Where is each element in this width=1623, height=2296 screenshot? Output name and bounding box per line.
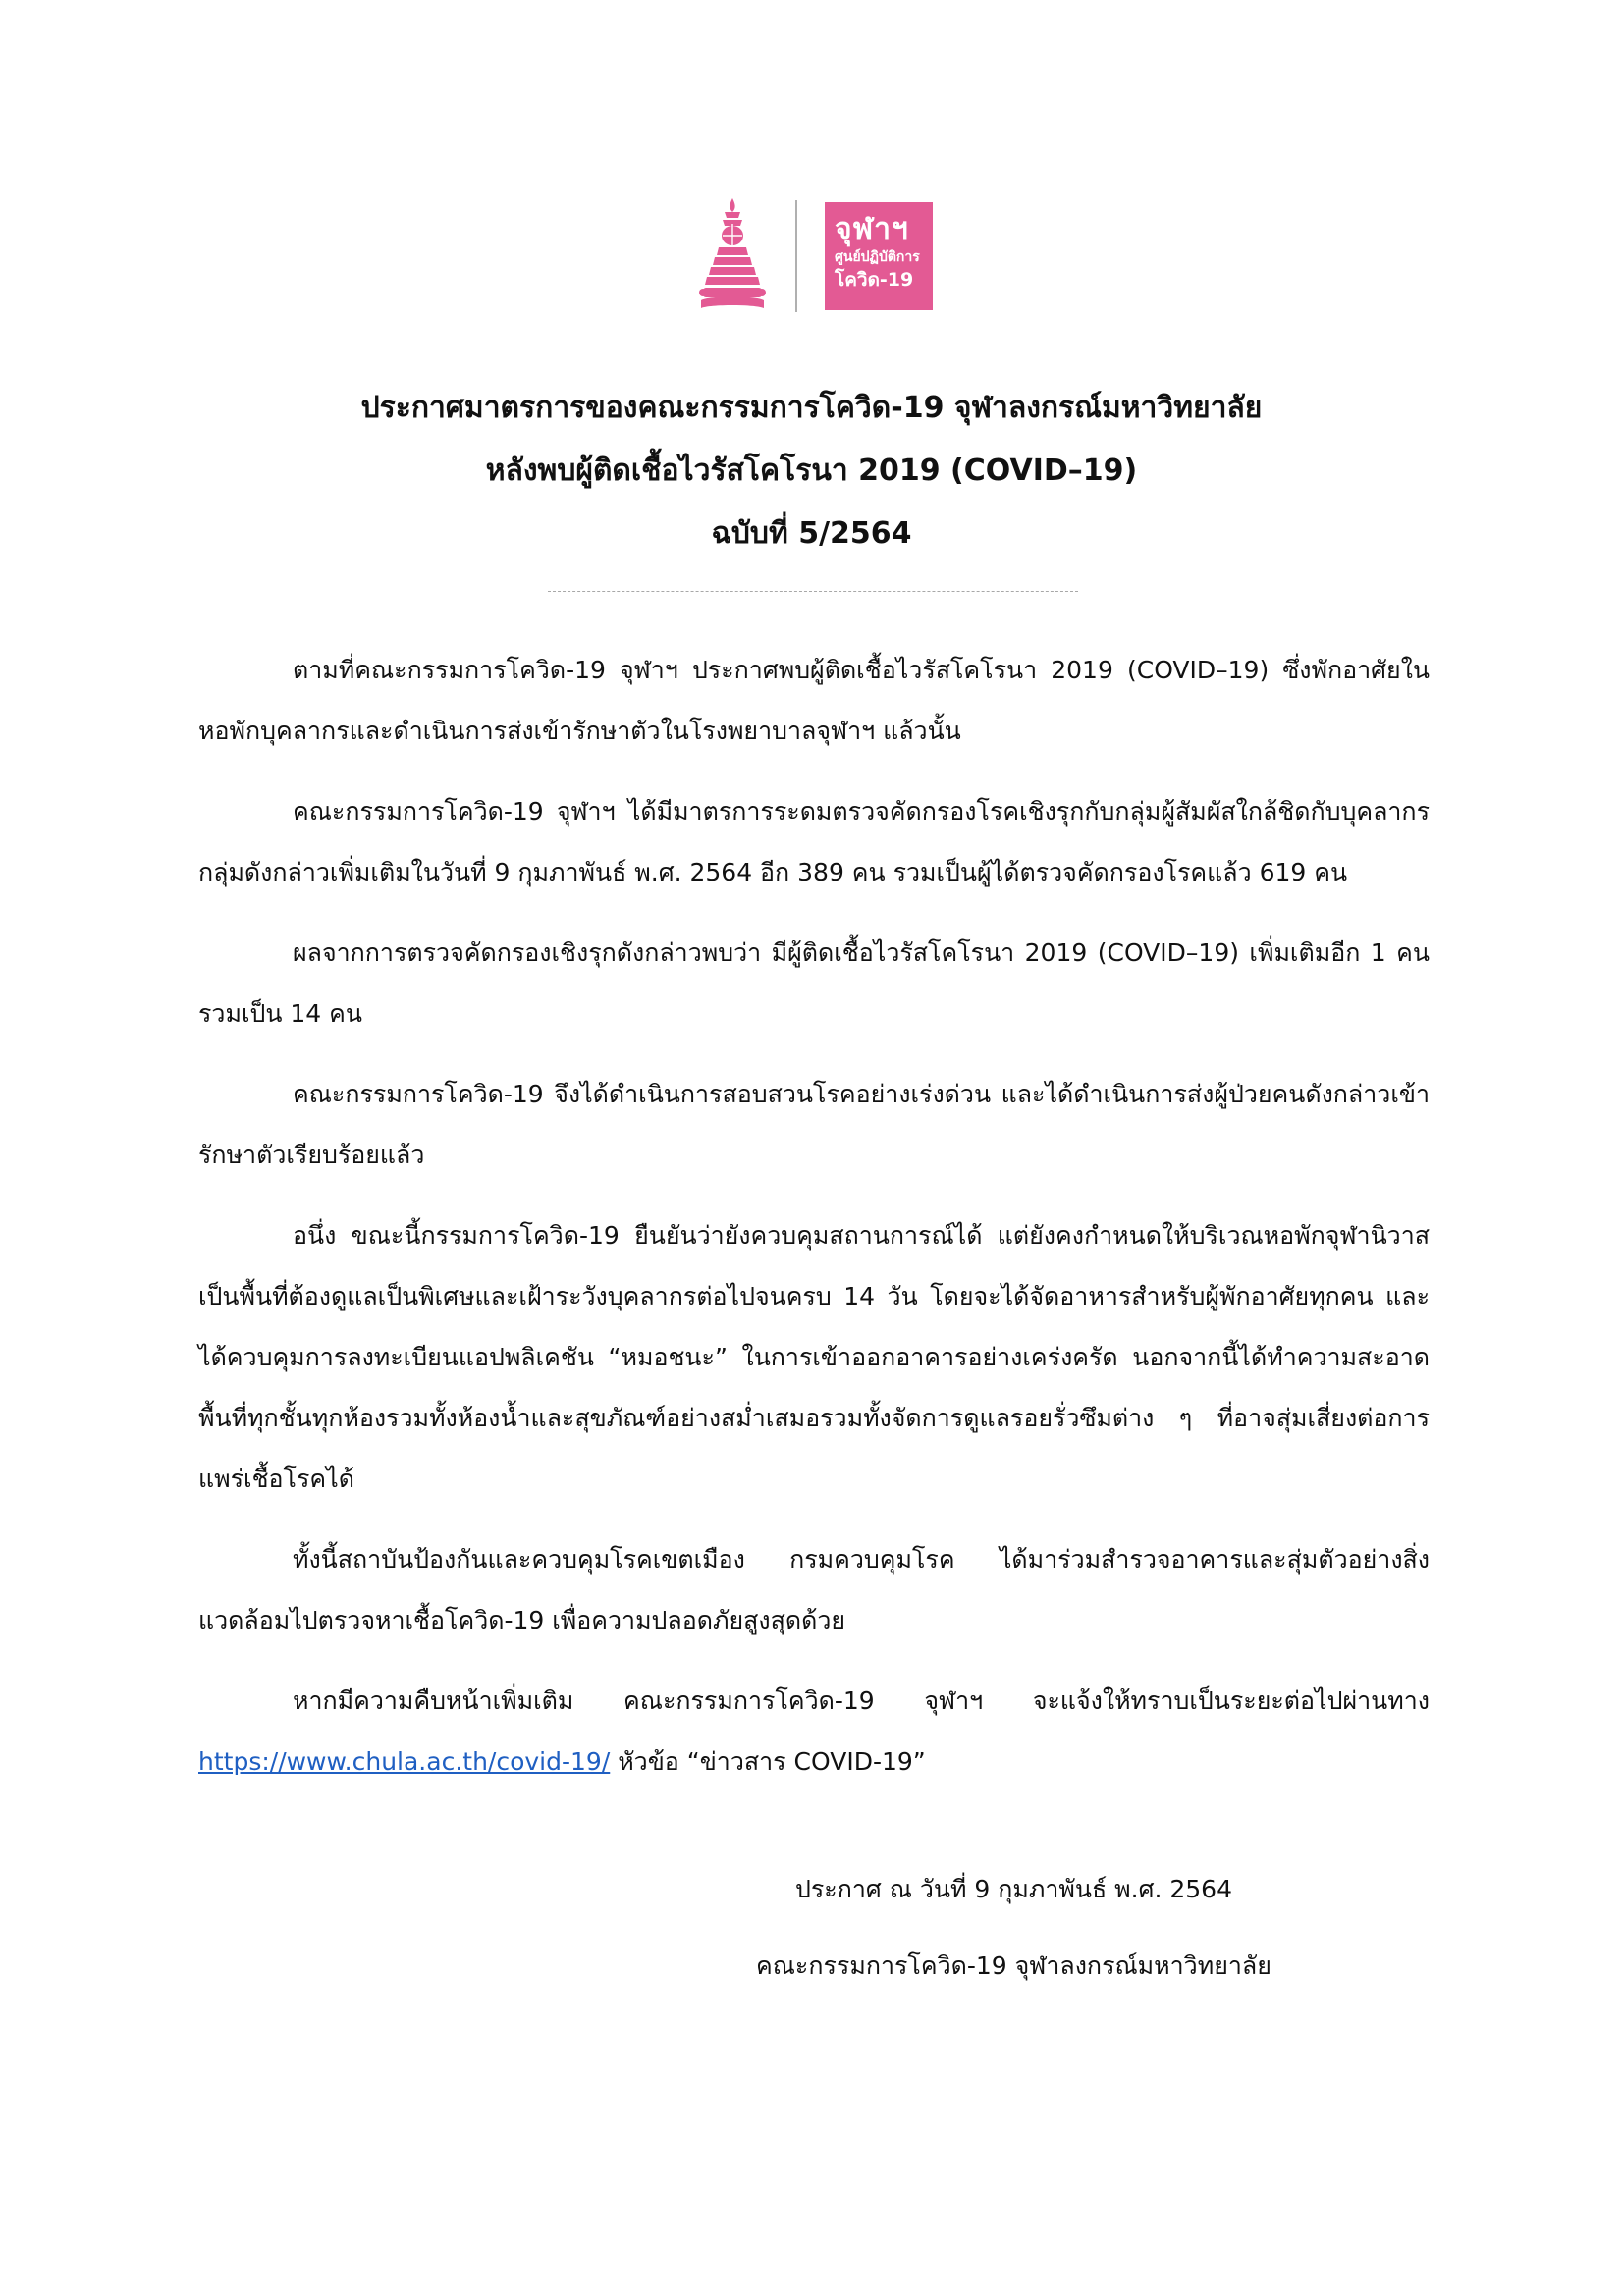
chula-emblem-icon xyxy=(697,196,768,312)
paragraph-7-text-before: หากมีความคืบหน้าเพิ่มเติม คณะกรรมการโควิด-19 จุฬาฯ จะแจ้งให้ทราบเป็นระยะต่อไปผ่านทาง xyxy=(293,1686,1430,1715)
title-separator xyxy=(548,591,1078,592)
paragraph-4: คณะกรรมการโควิด-19 จึงได้ดำเนินการสอบสวนโรคอย่างเร่งด่วน และได้ดำเนินการส่งผู้ป่วยคนดังกล่าวเข้ารักษาตัวเรียบร้อยแล้ว xyxy=(198,1080,1430,1169)
title-line-3: ฉบับที่ 5/2564 xyxy=(711,516,912,551)
title-line-2: หลังพบผู้ติดเชื้อไวรัสโคโรนา 2019 (COVID–19) xyxy=(485,454,1138,488)
signature-block xyxy=(756,1870,1384,1986)
header-logos xyxy=(677,192,952,320)
paragraph-2: คณะกรรมการโควิด-19 จุฬาฯ ได้มีมาตรการระดมตรวจคัดกรองโรคเชิงรุกกับกลุ่มผู้สัมผัสใกล้ชิดกับบุคลากรกลุ่มดังกล่าวเพิ่มเติมในวันที่ 9 กุมภาพันธ์ พ.ศ. 2564 อีก 389 คน รวมเป็นผู้ได้ตรวจคัดกรองโรคแล้ว 619 คน xyxy=(198,797,1430,886)
logo-divider xyxy=(795,200,797,312)
covid-center-badge xyxy=(825,202,933,310)
paragraph-5: อนึ่ง ขณะนี้กรรมการโควิด-19 ยืนยันว่ายังควบคุมสถานการณ์ได้ แต่ยังคงกำหนดให้บริเวณหอพักจุฬานิวาสเป็นพื้นที่ต้องดูแลเป็นพิเศษและเฝ้าระวังบุคลากรต่อไปจนครบ 14 วัน โดยจะได้จัดอาหารสำหรับผู้พักอาศัยทุกคน และได้ควบคุมการลงทะเบียนแอปพลิเคชัน “หมอชนะ” ในการเข้าออกอาคารอย่างเคร่งครัด นอกจากนี้ได้ทำความสะอาดพื้นที่ทุกชั้นทุกห้องรวมทั้งห้องน้ำและสุขภัณฑ์อย่างสม่ำเสมอรวมทั้งจัดการดูแลรอยรั่วซึมต่าง ๆ ที่อาจสุ่มเสี่ยงต่อการแพร่เชื้อโรคได้ xyxy=(198,1221,1430,1493)
announcement-title xyxy=(147,377,1476,565)
badge-covid-label: โควิด-19 xyxy=(835,269,914,291)
paragraph-1: ตามที่คณะกรรมการโควิด-19 จุฬาฯ ประกาศพบผู้ติดเชื้อไวรัสโคโรนา 2019 (COVID–19) ซึ่งพักอาศัยในหอพักบุคลากรและดำเนินการส่งเข้ารักษาตัวในโรงพยาบาลจุฬาฯ แล้วนั้น xyxy=(198,656,1430,745)
paragraph-7-text-after: หัวข้อ “ข่าวสาร COVID-19” xyxy=(610,1747,926,1776)
paragraph-7 xyxy=(198,1671,1430,1792)
paragraph-6: ทั้งนี้สถาบันป้องกันและควบคุมโรคเขตเมือง กรมควบคุมโรค ได้มาร่วมสำรวจอาคารและสุ่มตัวอย่างสิ่งแวดล้อมไปตรวจหาเชื้อโควิด-19 เพื่อความปลอดภัยสูงสุดด้วย xyxy=(198,1545,1430,1634)
issuing-organization: คณะกรรมการโควิด-19 จุฬาลงกรณ์มหาวิทยาลัย xyxy=(756,1951,1271,1980)
badge-subtitle: ศูนย์ปฏิบัติการ xyxy=(835,249,920,265)
badge-title: จุฬาฯ xyxy=(835,212,909,246)
announcement-body xyxy=(198,640,1430,1812)
covid-news-link[interactable]: https://www.chula.ac.th/covid-19/ xyxy=(198,1747,611,1776)
paragraph-3: ผลจากการตรวจคัดกรองเชิงรุกดังกล่าวพบว่า มีผู้ติดเชื้อไวรัสโคโรนา 2019 (COVID–19) เพิ่มเติมอีก 1 คน รวมเป็น 14 คน xyxy=(198,938,1430,1028)
title-line-1: ประกาศมาตรการของคณะกรรมการโควิด-19 จุฬาลงกรณ์มหาวิทยาลัย xyxy=(360,391,1263,425)
announcement-date: ประกาศ ณ วันที่ 9 กุมภาพันธ์ พ.ศ. 2564 xyxy=(795,1875,1232,1903)
